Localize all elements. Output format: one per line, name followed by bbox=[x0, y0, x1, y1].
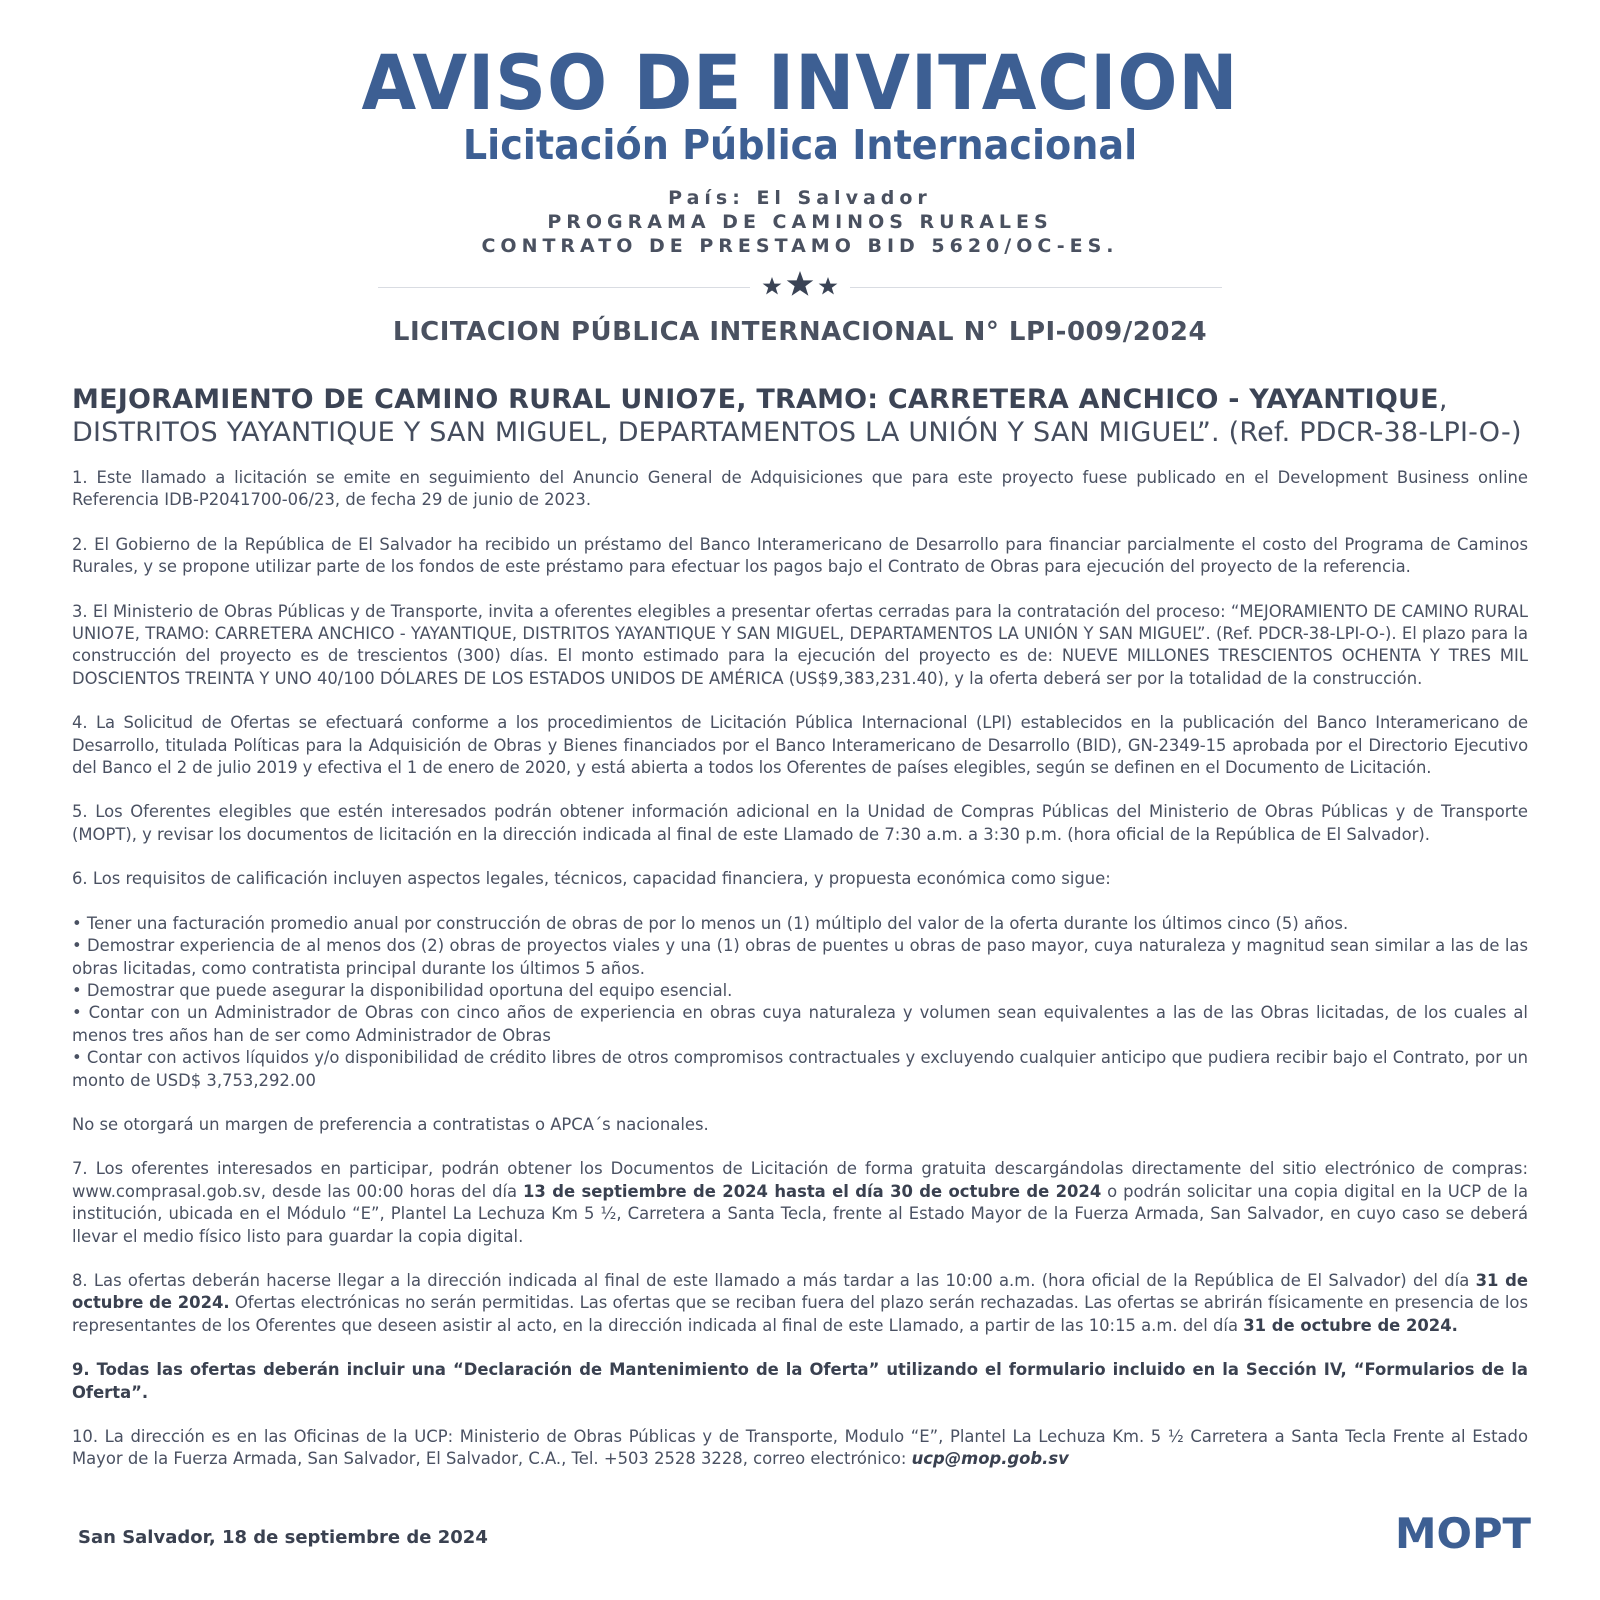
paragraph-1: 1. Este llamado a licitación se emite en seguimiento del Anuncio General de Adquisiciones que para este proyecto fuese publicado en el Development Business online Referencia IDB-P2041700-06/23, de fecha 29 de junio de 2023. bbox=[72, 468, 1528, 510]
notice-body bbox=[72, 467, 1528, 1493]
paragraph-7 bbox=[72, 1158, 1528, 1248]
requirement-item: • Contar con activos líquidos y/o disponibilidad de crédito libres de otros compromisos contractuales y excluyendo cualquier anticipo que pudiera recibir bajo el Contrato, por un monto de USD$ 3,753,292.00 bbox=[72, 1048, 1528, 1090]
download-period: 13 de septiembre de 2024 hasta el día 30 de octubre de 2024 bbox=[523, 1181, 1102, 1201]
submission-date: 31 de octubre de 2024. bbox=[72, 1270, 1528, 1313]
paragraph-8-text-mid: Ofertas electrónicas no serán permitidas. Las ofertas que se reciban fuera del plazo serán rechazadas. Las ofertas se abrirán físicamente en presencia de los representantes de los Oferentes que deseen asistir al acto, en la dirección indicada al final de este Llamado, a partir de las 10:15 a.m. del día bbox=[72, 1293, 1528, 1335]
paragraph-8 bbox=[72, 1270, 1528, 1337]
paragraph-10-text: 10. La dirección es en las Oficinas de la UCP: Ministerio de Obras Públicas y de Transporte, Modulo “E”, Plantel La Lechuza Km. 5 ½ Carretera a Santa Tecla Frente al Estado Mayor de la Fuerza Armada, San Salvador, El Salvador, C.A., Tel. +503 2528 3228, correo electrónico: bbox=[72, 1427, 1528, 1469]
opening-date: 31 de octubre de 2024. bbox=[1243, 1315, 1458, 1335]
paragraph-4: 4. La Solicitud de Ofertas se efectuará conforme a los procedimientos de Licitación Pública Internacional (LPI) establecidos en la publicación del Banco Interamericano de Desarrollo, titulada Políticas para la Adquisición de Obras y Bienes financiados por el Banco Interamericano de Desarrollo (BID), GN-2349-15 aprobada por el Directorio Ejecutivo del Banco el 2 de julio 2019 y efectiva el 1 de enero de 2020, y está abierta a todos los Oferentes de países elegibles, según se definen en el Documento de Licitación. bbox=[72, 713, 1528, 778]
notice-title: AVISO DE INVITACION bbox=[361, 38, 1239, 127]
right-divider bbox=[850, 287, 1222, 288]
notice-subtitle: Licitación Pública Internacional bbox=[462, 121, 1138, 169]
paragraph-5: 5. Los Oferentes elegibles que estén interesados podrán obtener información adicional en la Unidad de Compras Públicas del Ministerio de Obras Públicas y de Transporte (MOPT), y revisar los documentos de licitación en la dirección indicada al final de este Llamado de 7:30 a.m. a 3:30 p.m. (hora oficial de la República de El Salvador). bbox=[72, 802, 1528, 844]
project-title bbox=[72, 383, 1532, 449]
paragraph-9-text: 9. Todas las ofertas deberán incluir una “Declaración de Mantenimiento de la Oferta” utilizando el formulario incluido en la Sección IV, “Formularios de la Oferta”. bbox=[72, 1360, 1528, 1402]
paragraph-9 bbox=[72, 1359, 1528, 1404]
mopt-logo bbox=[1395, 1512, 1533, 1552]
preference-note: No se otorgará un margen de preferencia a contratistas o APCA´s nacionales. bbox=[72, 1114, 709, 1134]
program-line: PROGRAMA DE CAMINOS RURALES bbox=[547, 211, 1053, 233]
lpi-number: LICITACION PÚBLICA INTERNACIONAL N° LPI-009/2024 bbox=[392, 317, 1208, 347]
stars-icon bbox=[760, 268, 840, 302]
contact-email[interactable]: ucp@mop.gob.sv bbox=[911, 1449, 1069, 1469]
paragraph-8-text: 8. Las ofertas deberán hacerse llegar a la dirección indicada al final de este llamado a más tardar a las 10:00 a.m. (hora oficial de la República de El Salvador) del día bbox=[72, 1270, 1476, 1290]
mopt-logo-text: MOPT bbox=[1395, 1512, 1532, 1552]
paragraph-2: 2. El Gobierno de la República de El Salvador ha recibido un préstamo del Banco Interamericano de Desarrollo para financiar parcialmente el costo del Programa de Caminos Rurales, y se propone utilizar parte de los fondos de este préstamo para efectuar los pagos bajo el Contrato de Obras para ejecución del proyecto de la referencia. bbox=[72, 534, 1528, 577]
paragraph-7-text: 7. Los oferentes interesados en participar, podrán obtener los Documentos de Licitación de forma gratuita descargándolas directamente del sitio electrónico de compras: www.comprasal.gob.sv, desde las 00:00 horas del día bbox=[72, 1159, 1528, 1201]
requirement-item: • Demostrar experiencia de al menos dos (2) obras de proyectos viales y una (1) obras de puentes u obras de paso mayor, cuya naturaleza y magnitud sean similar a las de las obras licitadas, como contratista principal durante los últimos 5 años. bbox=[72, 936, 1528, 978]
issue-date: San Salvador, 18 de septiembre de 2024 bbox=[78, 1527, 488, 1548]
paragraph-10 bbox=[72, 1426, 1528, 1471]
paragraph-7-text-end: o podrán solicitar una copia digital en la UCP de la institución, ubicada en el Módulo “E”, Plantel La Lechuza Km 5 ½, Carretera a Santa Tecla, frente al Estado Mayor de la Fuerza Armada, San Salvador, en cuyo caso se deberá llevar el medio físico listo para guardar la copia digital. bbox=[72, 1181, 1528, 1246]
requirement-item: • Contar con un Administrador de Obras con cinco años de experiencia en obras cuya naturaleza y volumen sean equivalentes a las de las Obras licitadas, de los cuales al menos tres años han de ser como Administrador de Obras bbox=[72, 1003, 1528, 1045]
country-line: País: El Salvador bbox=[668, 187, 932, 209]
left-divider bbox=[378, 287, 750, 288]
requirement-item: • Demostrar que puede asegurar la disponibilidad oportuna del equipo esencial. bbox=[72, 980, 733, 1000]
paragraph-6: 6. Los requisitos de calificación incluyen aspectos legales, técnicos, capacidad financiera, y propuesta económica como sigue: bbox=[72, 869, 1111, 889]
paragraph-3: 3. El Ministerio de Obras Públicas y de Transporte, invita a oferentes elegibles a presentar ofertas cerradas para la contratación del proceso: “MEJORAMIENTO DE CAMINO RURAL UNIO7E, TRAMO: CARRETERA ANCHICO - YAYANTIQUE, DISTRITOS YAYANTIQUE Y SAN MIGUEL, DEPARTAMENTOS LA UNIÓN Y SAN MIGUEL”. (Ref. PDCR-38-LPI-O-). El plazo para la construcción del proyecto es de trescientos (300) días. El monto estimado para la ejecución del proyecto es de: NUEVE MILLONES TRESCIENTOS OCHENTA Y TRES MIL DOSCIENTOS TREINTA Y UNO 40/100 DÓLARES DE LOS ESTADOS UNIDOS DE AMÉRICA (US$9,383,231.40), y la oferta deberá ser por la totalidad de la construcción. bbox=[72, 601, 1528, 688]
project-title-rest: , DISTRITOS YAYANTIQUE Y SAN MIGUEL, DEPARTAMENTOS LA UNIÓN Y SAN MIGUEL”. (Ref. PDCR-38-LPI-O-) bbox=[72, 384, 1522, 448]
requirement-item: • Tener una facturación promedio anual por construcción de obras de por lo menos un (1) múltiplo del valor de la oferta durante los últimos cinco (5) años. bbox=[72, 913, 1349, 933]
project-title-bold: MEJORAMIENTO DE CAMINO RURAL UNIO7E, TRAMO: CARRETERA ANCHICO - YAYANTIQUE bbox=[72, 384, 1439, 415]
contract-line: CONTRATO DE PRESTAMO BID 5620/OC-ES. bbox=[481, 235, 1119, 257]
